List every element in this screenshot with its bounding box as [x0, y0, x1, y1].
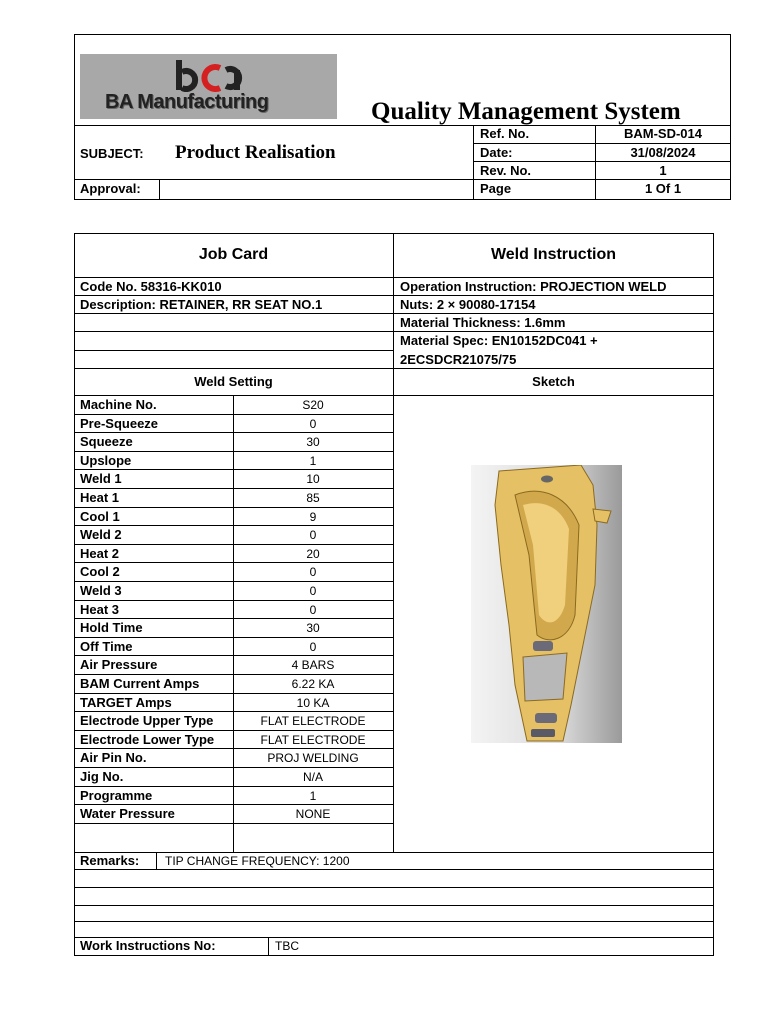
row-divider	[74, 544, 393, 545]
row-divider	[74, 451, 393, 452]
weld-setting-label: Hold Time	[80, 620, 143, 636]
material-spec-line2: 2ECSDCR21075/75	[400, 352, 517, 367]
weld-setting-label: Air Pressure	[80, 657, 158, 673]
weld-setting-label: TARGET Amps	[80, 694, 172, 710]
page-value: 1 Of 1	[644, 181, 682, 196]
row-divider	[74, 469, 393, 470]
weld-setting-value: 0	[309, 416, 317, 431]
weld-setting-value: 0	[309, 584, 317, 598]
weld-setting-label: Electrode Upper Type	[80, 713, 214, 729]
weld-setting-value: 9	[309, 509, 317, 524]
weld-setting-label: Off Time	[80, 638, 133, 654]
row-divider	[74, 748, 393, 749]
weld-setting-label: Squeeze	[80, 434, 133, 450]
weld-setting-value: FLAT ELECTRODE	[260, 732, 366, 747]
weld-setting-label: Cool 1	[80, 508, 120, 524]
rev-label: Rev. No.	[480, 163, 532, 178]
job-card-title: Job Card	[198, 246, 269, 263]
date-value: 31/08/2024	[630, 145, 696, 160]
weld-setting-value: 10 KA	[296, 695, 330, 710]
retainer-part-icon	[471, 465, 622, 743]
row-divider	[74, 804, 393, 805]
row-divider	[74, 730, 393, 731]
weld-setting-value: 0	[309, 528, 317, 543]
weld-setting-label: Machine No.	[80, 397, 157, 412]
weld-setting-value: 6.22 KA	[291, 677, 335, 691]
row-divider	[74, 618, 393, 619]
weld-setting-value: NONE	[295, 807, 331, 822]
ref-value: BAM-SD-014	[623, 126, 702, 141]
weld-setting-label: Programme	[80, 787, 153, 803]
weld-setting-value: 30	[306, 435, 320, 450]
row-divider	[74, 562, 393, 563]
logo-text: BA Manufacturing	[105, 91, 269, 113]
sketch-title: Sketch	[532, 374, 575, 389]
rev-value: 1	[659, 163, 667, 178]
logo-mark-icon	[174, 58, 244, 92]
work-instructions-label: Work Instructions No:	[80, 938, 216, 953]
weld-setting-label: Upslope	[80, 452, 132, 468]
weld-setting-value: 20	[306, 546, 320, 561]
row-divider	[74, 637, 393, 638]
weld-setting-value: 1	[309, 453, 317, 468]
approval-label: Approval:	[80, 181, 141, 196]
weld-setting-value: 10	[306, 472, 320, 487]
page-title: Quality Management System	[371, 98, 681, 125]
weld-setting-value: 4 BARS	[291, 658, 335, 673]
page-label: Page	[480, 181, 512, 196]
weld-setting-label: BAM Current Amps	[80, 676, 200, 691]
weld-setting-label: Heat 1	[80, 490, 120, 505]
subject-label: SUBJECT:	[80, 146, 144, 161]
row-divider	[74, 693, 393, 694]
date-label: Date:	[480, 145, 513, 160]
weld-setting-label: Pre-Squeeze	[80, 415, 159, 431]
row-divider	[74, 655, 393, 656]
material-thickness: Material Thickness: 1.6mm	[400, 315, 566, 330]
remarks-label: Remarks:	[80, 853, 140, 868]
weld-setting-value: 0	[309, 639, 317, 654]
nuts: Nuts: 2 × 90080-17154	[400, 297, 536, 312]
weld-setting-value: 1	[309, 788, 317, 803]
row-divider	[74, 581, 393, 582]
sketch-image	[471, 465, 622, 743]
weld-setting-label: Heat 2	[80, 545, 120, 561]
weld-setting-title: Weld Setting	[194, 374, 273, 389]
row-divider	[74, 767, 393, 768]
weld-setting-value: 30	[306, 621, 320, 636]
weld-setting-label: Water Pressure	[80, 806, 175, 822]
weld-setting-label: Cool 2	[80, 564, 120, 580]
code-number: Code No. 58316-KK010	[80, 279, 222, 294]
row-divider	[74, 823, 393, 824]
row-divider	[74, 507, 393, 508]
row-divider	[74, 488, 393, 489]
row-divider	[74, 432, 393, 433]
weld-setting-label: Heat 3	[80, 601, 120, 617]
row-divider	[74, 600, 393, 601]
subject-value: Product Realisation	[175, 142, 336, 163]
weld-setting-label: Air Pin No.	[80, 750, 147, 766]
weld-setting-label: Weld 1	[80, 471, 122, 487]
weld-setting-label: Electrode Lower Type	[80, 731, 215, 747]
row-divider	[74, 711, 393, 712]
weld-setting-value: N/A	[302, 770, 323, 784]
weld-instruction-title: Weld Instruction	[490, 246, 617, 263]
row-divider	[74, 674, 393, 675]
operation-instruction: Operation Instruction: PROJECTION WELD	[400, 279, 667, 294]
ref-label: Ref. No.	[480, 126, 530, 141]
weld-setting-value: 0	[309, 602, 317, 617]
weld-setting-value: 0	[309, 565, 317, 580]
remarks-value: TIP CHANGE FREQUENCY: 1200	[165, 854, 350, 868]
weld-setting-value: FLAT ELECTRODE	[260, 714, 366, 729]
work-instructions-value: TBC	[275, 939, 299, 953]
row-divider	[74, 786, 393, 787]
weld-setting-label: Weld 3	[80, 583, 122, 598]
weld-setting-value: PROJ WELDING	[267, 751, 359, 766]
weld-setting-label: Weld 2	[80, 527, 122, 543]
description: Description: RETAINER, RR SEAT NO.1	[80, 297, 323, 312]
row-divider	[74, 414, 393, 415]
weld-setting-label: Jig No.	[80, 769, 124, 784]
weld-setting-value: S20	[302, 398, 324, 412]
weld-setting-value: 85	[306, 491, 320, 505]
material-spec-line1: Material Spec: EN10152DC041 +	[400, 333, 598, 348]
row-divider	[74, 525, 393, 526]
